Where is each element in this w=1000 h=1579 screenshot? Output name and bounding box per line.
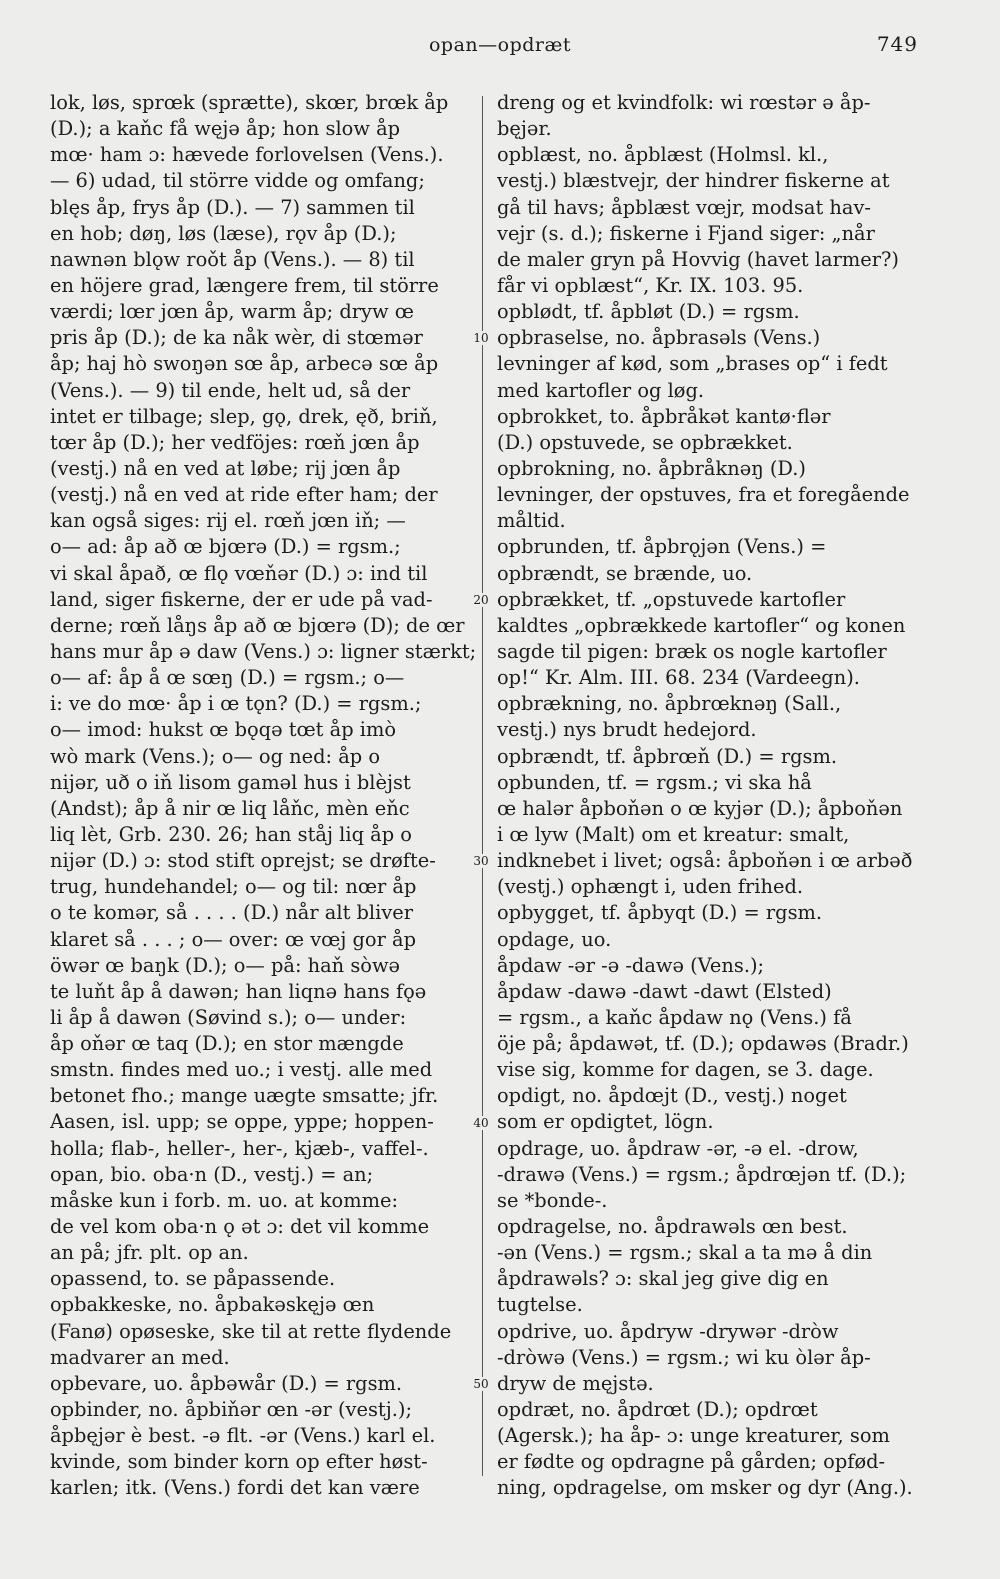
text-line: opbunden, tf. = rgsm.; vi ska hå — [497, 770, 812, 794]
text-line: nijǝr (D.) ɔ: stod stift oprejst; se drøfte- — [50, 849, 436, 873]
text-line: de vel kom oba·n ǫ ǝt ɔ: det vil komme — [50, 1215, 430, 1239]
text-line: opdrage, uo. åpdraw -ǝr, -ǝ el. -drow, — [497, 1136, 859, 1160]
text-line: tugtelse. — [497, 1293, 583, 1317]
text-line: de maler gryn på Hovvig (havet larmer?) — [497, 247, 899, 271]
text-line: levninger, der opstuves, fra et foregående — [497, 483, 910, 507]
text-line: opblødt, tf. åpbløt (D.) = rgsm. — [497, 300, 800, 324]
text-line: wò mark (Vens.); o— og ned: åp o — [50, 744, 381, 768]
text-line: nawnǝn blǫw roǒt åp (Vens.). — 8) til — [50, 247, 415, 271]
text-line: åp oňǝr œ taq (D.); en stor mængde — [50, 1032, 404, 1056]
text-line: opan, bio. oba·n (D., vestj.) = an; — [50, 1162, 374, 1186]
text-line: vestj.) nys brudt hedejord. — [497, 718, 757, 742]
text-line: bęjǝr. — [497, 117, 552, 141]
text-line: blęs åp, frys åp (D.). — 7) sammen til — [50, 195, 415, 219]
text-line: betonet fho.; mange uægte smsatte; jfr. — [50, 1084, 439, 1108]
text-line: opbrændt, tf. åpbrœň (D.) = rgsm. — [497, 744, 838, 768]
text-line: (Fanø) opøseske, ske til at rette flydende — [50, 1319, 452, 1343]
text-line: opdigt, no. åpdœjt (D., vestj.) noget — [497, 1084, 847, 1108]
text-line: -drawǝ (Vens.) = rgsm.; åpdrœjǝn tf. (D.); — [497, 1162, 907, 1186]
text-line: o te komǝr, så . . . . (D.) når alt bliver — [50, 901, 414, 925]
text-line: opbakkeske, no. åpbakǝskęjǝ œn — [50, 1293, 375, 1317]
text-line: land, siger fiskerne, der er ude på vad- — [50, 587, 433, 611]
text-line: o— af: åp å œ sœŋ (D.) = rgsm.; o— — [50, 666, 405, 690]
text-line: opdrive, uo. åpdryw -drywǝr -dròw — [497, 1319, 839, 1343]
text-line: opdragelse, no. åpdrawǝls œn best. — [497, 1215, 848, 1239]
text-line: vejr (s. d.); fiskerne i Fjand siger: „når — [497, 221, 875, 245]
text-line: opbinder, no. åpbiňǝr œn -ǝr (vestj.); — [50, 1398, 412, 1422]
text-line: får vi opblæst“, Kr. IX. 103. 95. — [497, 273, 804, 297]
line-number: 30 — [468, 854, 494, 868]
text-line: holla; flab-, heller-, her-, kjæb-, vaffel-. — [50, 1136, 429, 1160]
text-line: nijǝr, uð o iň lisom gamǝl hus i blèjst — [50, 770, 411, 794]
text-line: öje på; åpdawǝt, tf. (D.); opdawǝs (Bradr.) — [497, 1032, 909, 1056]
text-line: trug, hundehandel; o— og til: nœr åp — [50, 875, 417, 899]
text-line: i œ lyw (Malt) om et kreatur: smalt, — [497, 822, 850, 846]
text-line: opblæst, no. åpblæst (Holmsl. kl., — [497, 143, 829, 167]
text-line: åpbęjǝr è best. -ǝ flt. -ǝr (Vens.) karl el. — [50, 1424, 436, 1448]
text-line: liq lèt, Grb. 230. 26; han ståj liq åp o — [50, 822, 412, 846]
text-line: åpdrawǝls? ɔ: skal jeg give dig en — [497, 1267, 829, 1291]
text-line: opbevare, uo. åpbǝwår (D.) = rgsm. — [50, 1371, 403, 1395]
text-line: o— ad: åp að œ bjœrǝ (D.) = rgsm.; — [50, 535, 401, 559]
text-line: åpdaw -dawǝ -dawt -dawt (Elsted) — [497, 979, 832, 1003]
text-line: opbygget, tf. åpbyqt (D.) = rgsm. — [497, 901, 823, 925]
text-line: indknebet i livet; også: åpboňǝn i œ arbǝð — [497, 849, 913, 873]
text-line: kan også siges: rij el. rœň jœn iň; — — [50, 509, 406, 533]
text-line: tœr åp (D.); her vedföjes: rœň jœn åp — [50, 430, 420, 454]
text-line: -dròwǝ (Vens.) = rgsm.; wi ku òlǝr åp- — [497, 1345, 871, 1369]
text-line: (Vens.). — 9) til ende, helt ud, så der — [50, 378, 411, 402]
text-line: intet er tilbage; slep, gǫ, drek, ęð, briň, — [50, 404, 438, 428]
text-line: i: ve do mœ· åp i œ tǫn? (D.) = rgsm.; — [50, 692, 422, 716]
text-line: kaldtes „opbrækkede kartofler“ og konen — [497, 613, 906, 637]
text-line: vise sig, komme for dagen, se 3. dage. — [497, 1058, 874, 1082]
line-number: 40 — [468, 1116, 494, 1130]
text-line: (Agersk.); ha åp- ɔ: unge kreaturer, som — [497, 1424, 890, 1448]
text-line: se *bonde-. — [497, 1188, 608, 1212]
text-line: opbrændt, se brænde, uo. — [497, 561, 753, 585]
text-line: opdage, uo. — [497, 927, 612, 951]
text-line: -ǝn (Vens.) = rgsm.; skal a ta mǝ å din — [497, 1241, 873, 1265]
text-line: en höjere grad, længere frem, til större — [50, 273, 439, 297]
text-line: dryw de męjstǝ. — [497, 1371, 654, 1395]
text-line: pris åp (D.); de ka nåk wèr, di stœmǝr — [50, 326, 423, 350]
text-line: dreng og et kvindfolk: wi rœstǝr ǝ åp- — [497, 91, 871, 114]
text-line: som er opdigtet, lögn. — [497, 1110, 714, 1134]
running-head: opan—opdræt — [428, 34, 571, 56]
text-line: öwǝr œ baŋk (D.); o— på: haň sòwǝ — [50, 953, 401, 977]
text-line: = rgsm., a kaňc åpdaw nǫ (Vens.) få — [497, 1005, 852, 1029]
left-column — [50, 90, 486, 1502]
text-line: vi skal åpað, œ flǫ vœňǝr (D.) ɔ: ind til — [50, 561, 428, 585]
text-line: (D.); a kaňc få węjǝ åp; hon slow åp — [50, 117, 401, 141]
text-line: smstn. findes med uo.; i vestj. alle med — [50, 1058, 433, 1082]
text-line: (vestj.) nå en ved at ride efter ham; der — [50, 483, 438, 507]
text-line: — 6) udad, til större vidde og omfang; — [50, 169, 425, 193]
text-line: levninger af kød, som „brases op“ i fedt — [497, 352, 888, 376]
text-line: opbrækning, no. åpbrœknǝŋ (Sall., — [497, 692, 842, 716]
text-line: opbraselse, no. åpbrasǝls (Vens.) — [497, 326, 821, 350]
text-line: (Andst); åp å nir œ liq låňc, mèn eňc — [50, 796, 410, 820]
text-line: kvinde, som binder korn op efter høst- — [50, 1450, 428, 1474]
text-line: værdi; lœr jœn åp, warm åp; dryw œ — [50, 300, 414, 324]
text-line: vestj.) blæstvejr, der hindrer fiskerne at — [497, 169, 890, 193]
text-line: karlen; itk. (Vens.) fordi det kan være — [50, 1476, 420, 1500]
text-line: Aasen, isl. upp; se oppe, yppe; hoppen- — [50, 1110, 434, 1134]
text-line: mœ· ham ɔ: hævede forlovelsen (Vens.). — [50, 143, 444, 167]
text-line: opbrokket, to. åpbråkǝt kantø·flǝr — [497, 404, 831, 428]
text-line: med kartofler og løg. — [497, 378, 705, 402]
line-number: 10 — [468, 331, 494, 345]
text-line: åp; haj hò swoŋǝn sœ åp, arbecǝ sœ åp — [50, 352, 439, 376]
page-number: 749 — [876, 32, 918, 56]
text-line: måltid. — [497, 509, 566, 533]
text-line: (vestj.) nå en ved at løbe; rij jœn åp — [50, 456, 401, 480]
text-line: åpdaw -ǝr -ǝ -dawǝ (Vens.); — [497, 953, 765, 977]
text-line: sagde til pigen: bræk os nogle kartofler — [497, 639, 887, 663]
text-line: (D.) opstuvede, se opbrækket. — [497, 430, 793, 454]
text-line: an på; jfr. plt. op an. — [50, 1241, 249, 1265]
text-line: (vestj.) ophængt i, uden frihed. — [497, 875, 804, 899]
text-line: op!“ Kr. Alm. III. 68. 234 (Vardeegn). — [497, 666, 860, 690]
text-line: madvarer an med. — [50, 1345, 230, 1369]
line-number: 20 — [468, 593, 494, 607]
text-line: gå til havs; åpblæst vœjr, modsat hav- — [497, 195, 871, 219]
text-line: li åp å dawǝn (Søvind s.); o— under: — [50, 1005, 407, 1029]
text-line: ning, opdragelse, om msker og dyr (Ang.). — [497, 1476, 913, 1500]
text-line: en hob; døŋ, løs (læse), rǫv åp (D.); — [50, 221, 397, 245]
text-line: måske kun i forb. m. uo. at komme: — [50, 1188, 398, 1212]
text-line: opbrokning, no. åpbråknǝŋ (D.) — [497, 456, 806, 480]
column-divider — [482, 96, 483, 1476]
text-line: derne; rœň låŋs åp að œ bjœrǝ (D); de œr — [50, 613, 465, 637]
line-number: 50 — [468, 1377, 494, 1391]
text-line: opassend, to. se påpassende. — [50, 1267, 336, 1291]
text-line: œ halǝr åpboňǝn o œ kyjǝr (D.); åpboňǝn — [497, 796, 903, 820]
text-line: opbrunden, tf. åpbrǫjǝn (Vens.) = — [497, 535, 827, 559]
text-line: opdræt, no. åpdrœt (D.); opdrœt — [497, 1398, 818, 1422]
right-column — [497, 90, 929, 1502]
text-line: klaret så . . . ; o— over: œ vœj gor åp — [50, 927, 416, 951]
text-line: opbrækket, tf. „opstuvede kartofler — [497, 587, 846, 611]
text-line: hans mur åp ǝ daw (Vens.) ɔ: ligner stærkt; — [50, 639, 477, 663]
text-line: lok, løs, sprœk (sprætte), skœr, brœk åp — [50, 91, 449, 114]
text-line: o— imod: hukst œ bǫqǝ tœt åp imò — [50, 718, 397, 742]
text-line: te luňt åp å dawǝn; han liqnǝ hans fǫǝ — [50, 979, 427, 1003]
text-line: er fødte og opdragne på gården; opfød- — [497, 1450, 886, 1474]
